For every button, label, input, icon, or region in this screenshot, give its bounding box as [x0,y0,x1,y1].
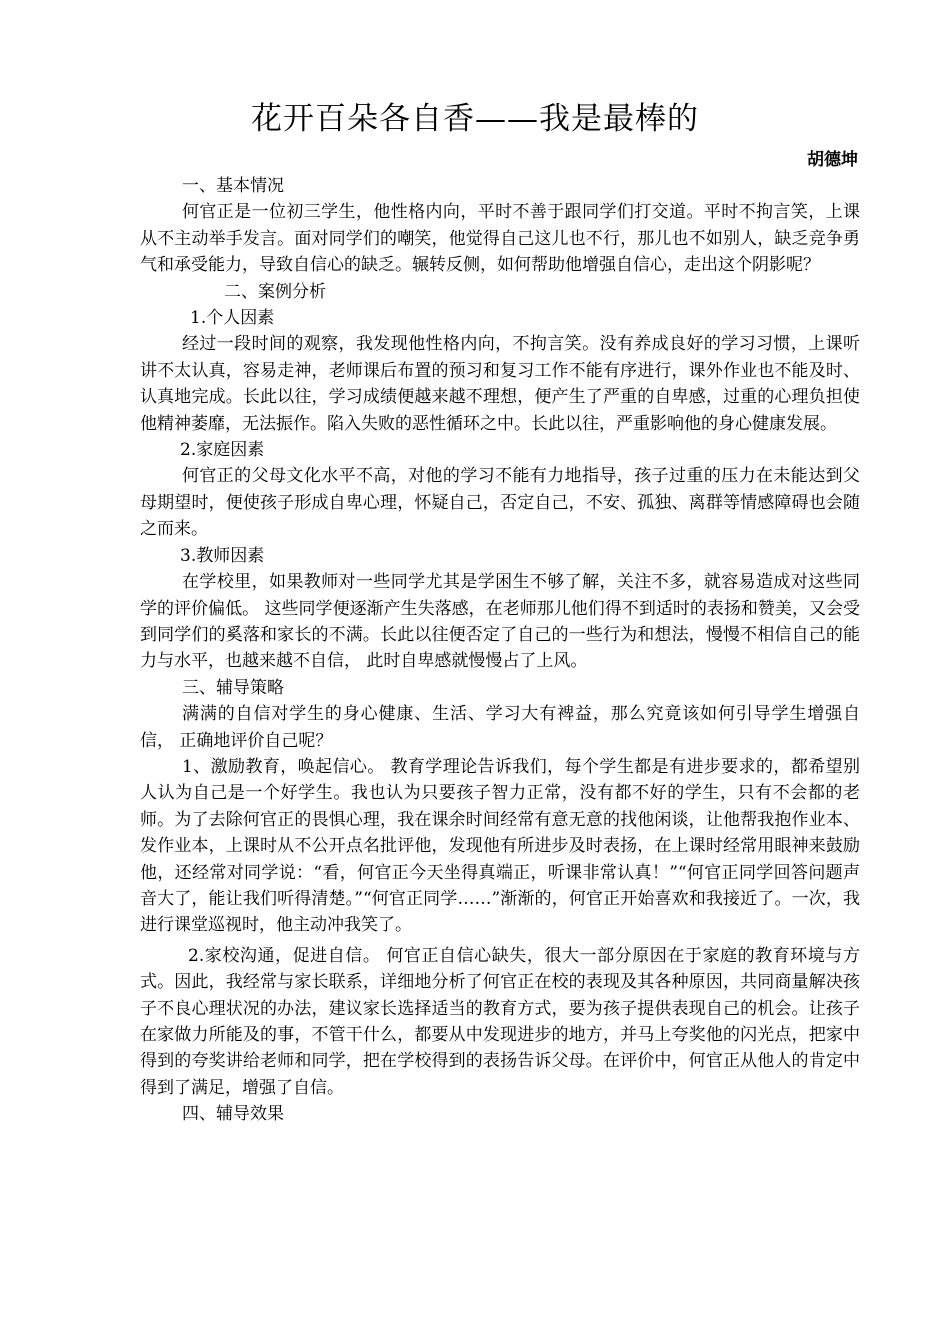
paragraph: 在学校里，如果教师对一些同学尤其是学困生不够了解，关注不多，就容易造成对这些同学的评价偏低。 这些同学便逐渐产生失落感，在老师那儿他们得不到适时的表扬和赞美，又会受到同学们的奚落和家长的不满。长此以往便否定了自己的一些行为和想法，慢慢不相信自己的能力与水平，也越来越不自信， 此时自卑感就慢慢占了上风。 [140,572,860,672]
author-name: 胡德坤 [807,150,858,170]
paragraph: 满满的自信对学生的身心健康、生活、学习大有裨益，那么究竟该如何引导学生增强自信， 正确地评价自己呢？ [140,704,860,751]
document-body [140,173,860,1128]
section-heading: 三、辅导策略 [182,677,284,698]
subsection-heading: 2.家庭因素 [180,440,265,461]
subsection-heading: 3.教师因素 [180,545,265,566]
document-title: 花开百朵各自香——我是最棒的 [251,101,699,137]
section-heading: 二、案例分析 [224,281,326,302]
paragraph: 何官正的父母文化水平不高，对他的学习不能有力地指导，孩子过重的压力在未能达到父母期望时，便使孩子形成自卑心理，怀疑自己，否定自己，不安、孤独、离群等情感障碍也会随之而来。 [140,466,860,540]
paragraph: 2.家校沟通，促进自信。 何官正自信心缺失，很大一部分原因在于家庭的教育环境与方式。因此，我经常与家长联系，详细地分析了何官正在校的表现及其各种原因，共同商量解决孩子不良心理状况的办法，建议家长选择适当的教育方式，要为孩子提供表现自己的机会。让孩子在家做力所能及的事，不管干什么，都要从中发现进步的地方，并马上夸奖他的闪光点，把家中得到的夸奖讲给老师和同学，把在学校得到的表扬告诉父母。在评价中，何官正从他人的肯定中得到了满足，增强了自信。 [140,945,860,1098]
section-heading: 四、辅导效果 [182,1104,284,1125]
paragraph: 1、激励教育，唤起信心。 教育学理论告诉我们，每个学生都是有进步要求的，都希望别人认为自己是一个好学生。我也认为只要孩子智力正常，没有都不好的学生，只有不会都的老师。为了去除何官正的畏惧心理，我在课余时间经常有意无意的找他闲谈，让他帮我抱作业本、发作业本，上课时从不公开点名批评他，发现他有所进步及时表扬，在上课时经常用眼神来鼓励他，还经常对同学说：“看，何官正今天坐得真端正，听课非常认真！”“何官正同学回答问题声音大了，能让我们听得清楚。”“何官正同学……”渐渐的，何官正开始喜欢和我接近了。一次，我进行课堂巡视时，他主动冲我笑了。 [140,756,860,936]
subsection-heading: 1.个人因素 [190,308,275,329]
paragraph: 何官正是一位初三学生，他性格内向，平时不善于跟同学们打交道。平时不拘言笑，上课从不主动举手发言。面对同学们的嘲笑，他觉得自己这儿也不行，那儿也不如别人，缺乏竞争勇气和承受能力，导致自信心的缺乏。辗转反侧，如何帮助他增强自信心，走出这个阴影呢？ [140,202,860,276]
section-heading: 一、基本情况 [182,176,284,196]
paragraph: 经过一段时间的观察，我发现他性格内向，不拘言笑。没有养成良好的学习习惯，上课听讲不太认真，容易走神，老师课后布置的预习和复习工作不能有序进行，课外作业也不能及时、认真地完成。长此以往，学习成绩便越来越不理想，便产生了严重的自卑感，过重的心理负担使他精神萎靡，无法振作。陷入失败的恶性循环之中。长此以往，严重影响他的身心健康发展。 [140,334,860,434]
